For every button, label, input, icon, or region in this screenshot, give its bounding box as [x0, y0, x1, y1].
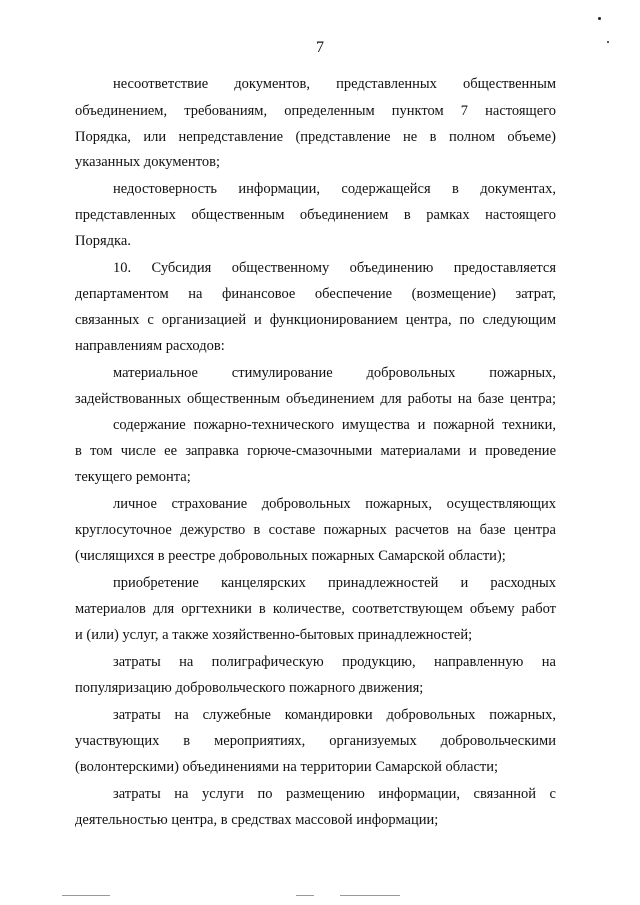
text-line: объединением, требованиям, определенным пунктом 7 настоящего [75, 103, 556, 119]
page-number: 7 [316, 39, 324, 56]
scan-speck [598, 17, 601, 20]
text-line: материалов для оргтехники в количестве, соответствующем объему работ [75, 601, 556, 617]
text-line: популяризацию добровольческого пожарного движения; [75, 680, 424, 696]
text-line: Порядка. [75, 233, 131, 249]
text-line: представленных общественным объединением в рамках настоящего [75, 207, 556, 223]
text-line: связанных с организацией и функционированием центра, по следующим [75, 312, 556, 328]
text-line: несоответствие документов, представленных общественным [113, 76, 556, 92]
text-line: материальное стимулирование добровольных пожарных, [113, 365, 556, 381]
text-line: затраты на услуги по размещению информации, связанной с [113, 786, 556, 802]
text-line: текущего ремонта; [75, 469, 191, 485]
text-line: затраты на служебные командировки добровольных пожарных, [113, 707, 556, 723]
text-line: направлениям расходов: [75, 338, 225, 354]
text-line: приобретение канцелярских принадлежностей и расходных [113, 575, 556, 591]
text-line: личное страхование добровольных пожарных, осуществляющих [113, 496, 556, 512]
text-line: и (или) услуг, а также хозяйственно-бытовых принадлежностей; [75, 627, 473, 643]
text-line: (числящихся в реестре добровольных пожарных Самарской области); [75, 548, 506, 564]
text-line: участвующих в мероприятиях, организуемых добровольческими [75, 733, 556, 749]
text-line: Порядка, или непредставление (представление не в полном объеме) [75, 129, 556, 145]
text-line: в том числе ее заправка горюче-смазочными материалами и проведение [75, 443, 556, 459]
text-line: недостоверность информации, содержащейся в документах, [113, 181, 556, 197]
text-line: департаментом на финансовое обеспечение (возмещение) затрат, [75, 286, 556, 302]
text-line: содержание пожарно-технического имущества и пожарной техники, [113, 417, 556, 433]
text-line: круглосуточное дежурство в составе пожарных расчетов на базе центра [75, 522, 556, 538]
text-line: затраты на полиграфическую продукцию, направленную на [113, 654, 556, 670]
scan-edge-marks [0, 893, 640, 899]
text-line: задействованных общественным объединением для работы на базе центра; [75, 391, 556, 407]
text-line: (волонтерскими) объединениями на территории Самарской области; [75, 759, 499, 775]
text-line: 10. Субсидия общественному объединению предоставляется [113, 260, 556, 276]
text-line: указанных документов; [75, 154, 220, 170]
text-line: деятельностью центра, в средствах массовой информации; [75, 812, 439, 828]
